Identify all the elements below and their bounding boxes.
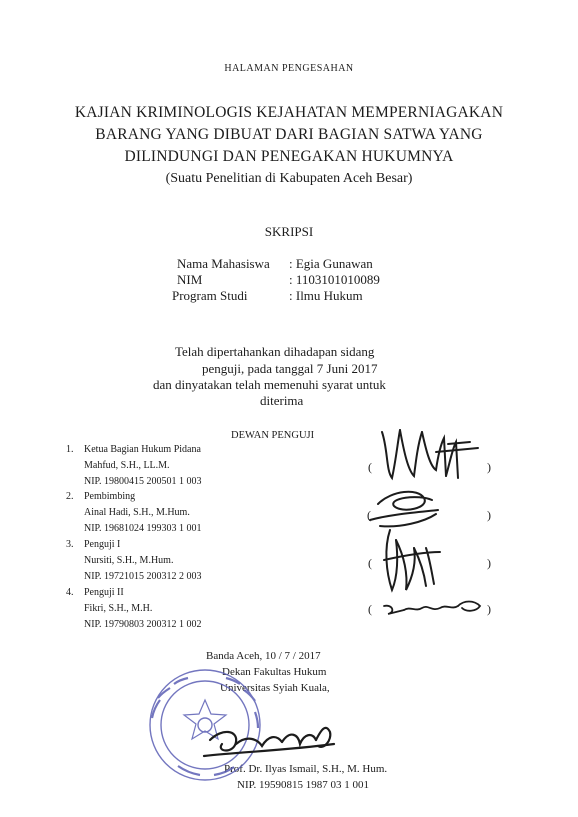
signature-bracket-open-4: (: [368, 602, 372, 616]
nim-label: NIM: [177, 272, 203, 287]
dean-title: Dekan Fakultas Hukum: [222, 666, 327, 678]
signature-4: [384, 602, 480, 615]
title-subtitle: (Suatu Penelitian di Kabupaten Aceh Besar): [165, 171, 413, 186]
member-number: 4.: [66, 587, 74, 598]
member-nip: NIP. 19790803 200312 1 002: [84, 619, 202, 630]
university-name: Universitas Syiah Kuala,: [220, 682, 330, 694]
study-program-value: : Ilmu Hukum: [289, 288, 363, 303]
document-type: SKRIPSI: [264, 224, 314, 239]
defense-line-3: dan dinyatakan telah memenuhi syarat untuk: [153, 377, 386, 392]
dean-signature: [204, 728, 334, 756]
defense-line-1: Telah dipertahankan dihadapan sidang: [175, 344, 375, 359]
signature-3: [384, 530, 440, 590]
defense-line-2: penguji, pada tanggal 7 Juni 2017: [202, 361, 378, 376]
member-number: 2.: [66, 491, 74, 502]
dean-nip: NIP. 19590815 1987 03 1 001: [237, 779, 370, 791]
page-heading: HALAMAN PENGESAHAN: [224, 63, 354, 74]
dean-name: Prof. Dr. Ilyas Ismail, S.H., M. Hum.: [224, 763, 388, 775]
member-nip: NIP. 19681024 199303 1 001: [84, 523, 202, 534]
member-name: Nursiti, S.H., M.Hum.: [84, 555, 174, 566]
signature-bracket-open-3: (: [368, 556, 372, 570]
signature-bracket-close-2: ): [487, 508, 491, 522]
member-role: Pembimbing: [84, 491, 136, 502]
signature-1: [382, 430, 478, 478]
defense-line-4: diterima: [260, 393, 304, 408]
member-nip: NIP. 19800415 200501 1 003: [84, 476, 202, 487]
signature-bracket-close-3: ): [487, 556, 491, 570]
signature-bracket-open-2: (: [367, 508, 371, 522]
signature-bracket-open-1: (: [368, 460, 372, 474]
university-stamp: [150, 670, 260, 780]
member-name: Ainal Hadi, S.H., M.Hum.: [84, 507, 190, 518]
member-number: 3.: [66, 539, 74, 550]
member-role: Penguji I: [84, 539, 121, 550]
member-nip: NIP. 19721015 200312 2 003: [84, 571, 202, 582]
member-role: Ketua Bagian Hukum Pidana: [84, 444, 201, 455]
place-date: Banda Aceh, 10 / 7 / 2017: [206, 650, 321, 662]
title-line-3: DILINDUNGI DAN PENEGAKAN HUKUMNYA: [124, 148, 454, 165]
signature-bracket-close-4: ): [487, 602, 491, 616]
member-name: Mahfud, S.H., LL.M.: [84, 460, 170, 471]
member-role: Penguji II: [84, 587, 124, 598]
student-name-value: : Egia Gunawan: [289, 256, 373, 271]
signature-2: [370, 492, 438, 527]
nim-value: : 1103101010089: [289, 272, 380, 287]
title-line-2: BARANG YANG DIBUAT DARI BAGIAN SATWA YANG: [95, 126, 483, 143]
student-name-label: Nama Mahasiswa: [177, 256, 270, 271]
title-line-1: KAJIAN KRIMINOLOGIS KEJAHATAN MEMPERNIAGAKAN: [74, 104, 504, 121]
member-name: Fikri, S.H., M.H.: [84, 603, 153, 614]
member-number: 1.: [66, 444, 74, 455]
committee-title: DEWAN PENGUJI: [231, 430, 315, 441]
study-program-label: Program Studi: [172, 288, 248, 303]
signature-bracket-close-1: ): [487, 460, 491, 474]
